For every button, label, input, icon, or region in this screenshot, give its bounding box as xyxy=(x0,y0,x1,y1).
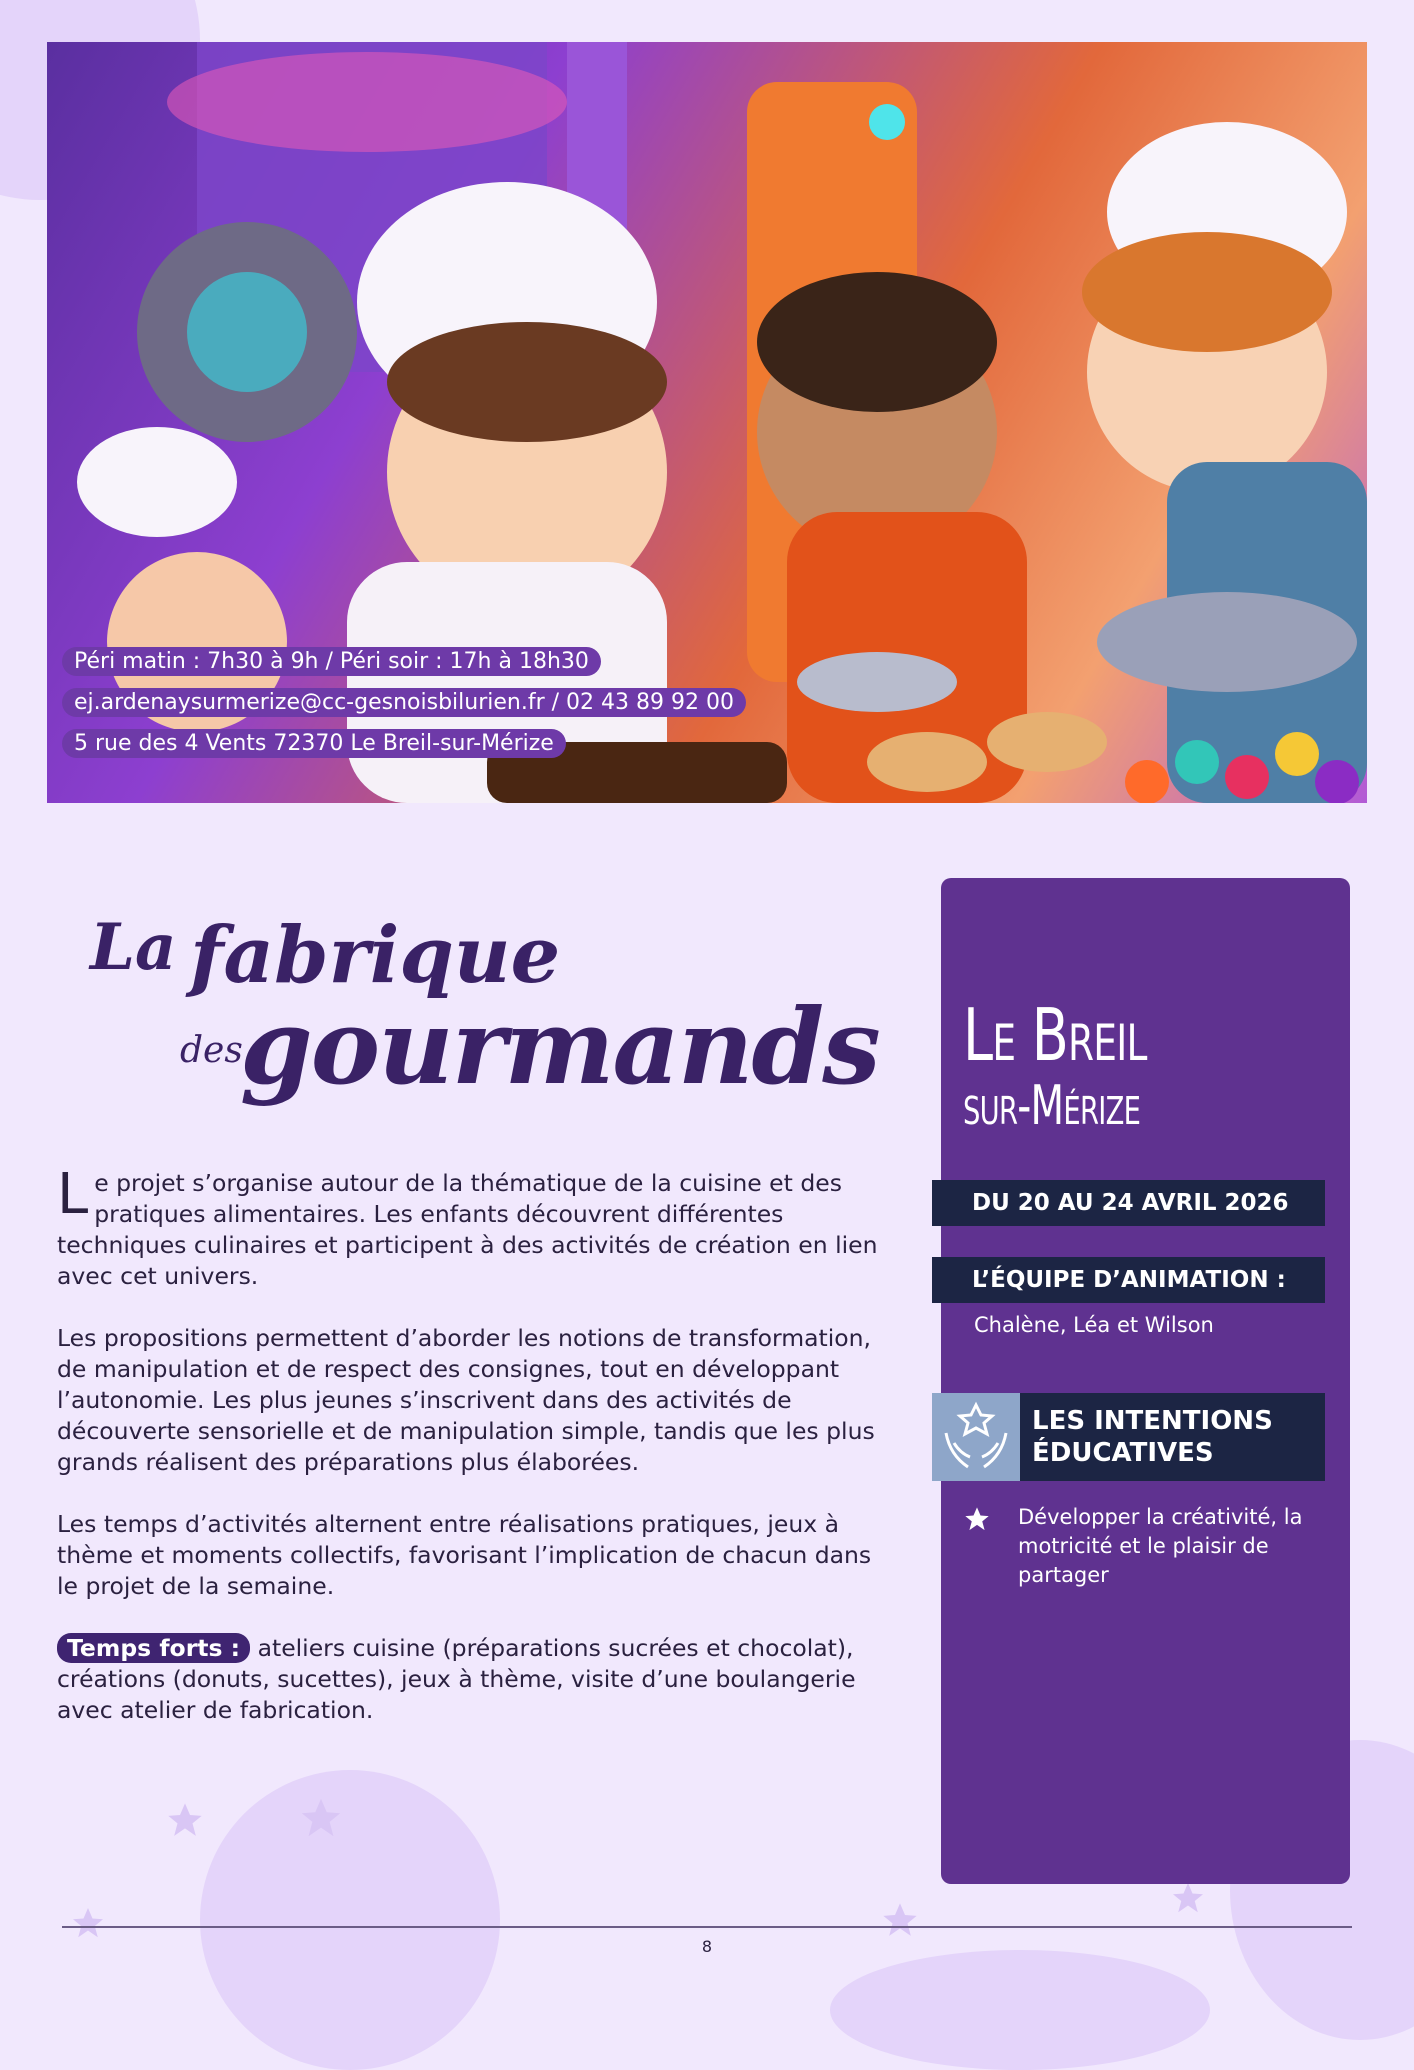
title-gourmands: gourmands xyxy=(240,985,879,1108)
team-heading: L’ÉQUIPE D’ANIMATION : xyxy=(932,1257,1325,1303)
contact-label: ej.ardenaysurmerize@cc-gesnoisbilurien.fr / 02 43 89 92 00 xyxy=(62,688,746,717)
title-la: La xyxy=(90,910,177,985)
intention-text: Développer la créativité, la motricité et le plaisir de partager xyxy=(1018,1505,1303,1587)
paragraph-highlights xyxy=(57,1633,897,1726)
page-title xyxy=(80,890,879,1150)
star-decoration-icon xyxy=(298,1795,344,1841)
intentions-heading xyxy=(1032,1405,1273,1469)
star-decoration-icon xyxy=(165,1800,205,1840)
paragraph-intro xyxy=(57,1162,897,1292)
paragraph-activities: Les temps d’activités alternent entre réalisations pratiques, jeux à thème et moments collectifs, favorisant l’implication de chacun dans le projet de la semaine. xyxy=(57,1510,872,1600)
star-decoration-icon xyxy=(70,1905,106,1941)
title-fabrique: fabrique xyxy=(190,910,561,1001)
intentions-heading-line2: ÉDUCATIVES xyxy=(1032,1438,1214,1468)
project-description xyxy=(57,1162,897,1757)
intentions-header xyxy=(932,1393,1325,1481)
info-sidebar xyxy=(941,878,1350,1884)
paragraph-propositions: Les propositions permettent d’aborder les notions de transformation, de manipulation et de respect des consignes, tout en développant l’autonomie. Les plus jeunes s’inscrivent dans des activités de découverte sensorielle et de manipulation simple, tandis que les plus grands réalisent des préparations plus élaborées. xyxy=(57,1324,875,1476)
title-des: des xyxy=(180,1030,243,1071)
town-name-line1: Le Breil xyxy=(963,993,1147,1077)
hands-star-icon xyxy=(932,1393,1020,1481)
highlights-text: ateliers cuisine (préparations sucrées et chocolat), créations (donuts, sucettes), jeux à thème, visite d’une boulangerie avec atelier de fabrication. xyxy=(57,1634,856,1724)
star-bullet-icon xyxy=(963,1505,991,1533)
footer-divider xyxy=(62,1926,1352,1928)
intentions-heading-line1: LES INTENTIONS xyxy=(1032,1406,1273,1436)
town-name-line2: sur-Mérize xyxy=(963,1074,1141,1137)
star-decoration-icon xyxy=(1170,1880,1206,1916)
dropcap: L xyxy=(57,1162,89,1227)
paragraph-intro-text: e projet s’organise autour de la thématique de la cuisine et des pratiques alimentaires. Les enfants découvrent différentes techniques culinaires et participent à des activités de création en lien avec cet univers. xyxy=(57,1169,878,1290)
star-decoration-icon xyxy=(880,1900,920,1940)
schedule-label: Péri matin : 7h30 à 9h / Péri soir : 17h à 18h30 xyxy=(62,647,601,676)
highlights-label: Temps forts : xyxy=(57,1633,250,1663)
bg-blob-bottom-left xyxy=(200,1770,500,2070)
page-number: 8 xyxy=(701,1937,713,1956)
bg-blob-bottom-center xyxy=(830,1950,1210,2070)
dates-banner: DU 20 AU 24 AVRIL 2026 xyxy=(932,1180,1325,1226)
hero-illustration xyxy=(47,42,1367,803)
team-members: Chalène, Léa et Wilson xyxy=(974,1313,1214,1337)
address-label: 5 rue des 4 Vents 72370 Le Breil-sur-Mérize xyxy=(62,729,566,758)
